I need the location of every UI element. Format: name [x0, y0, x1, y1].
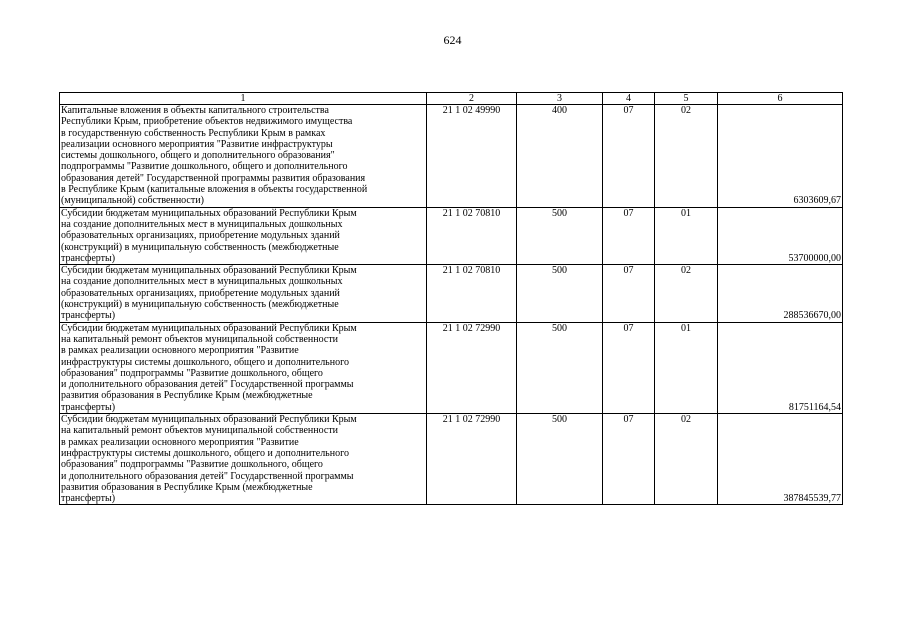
header-row	[60, 93, 843, 105]
row-expense-type: 500	[517, 414, 603, 505]
description-line: трансферты)	[61, 493, 116, 505]
row-expense-type: 500	[517, 207, 603, 264]
row-expense-type: 500	[517, 265, 603, 322]
row-code: 21 1 02 72990	[427, 322, 517, 413]
row-subsection: 01	[655, 207, 718, 264]
row-subsection: 01	[655, 322, 718, 413]
row-code: 21 1 02 70810	[427, 207, 517, 264]
header-col-5: 5	[655, 93, 718, 105]
description-line: (муниципальной) собственности)	[61, 195, 204, 207]
description-line: трансферты)	[61, 310, 116, 322]
row-subsection: 02	[655, 414, 718, 505]
row-section: 07	[603, 207, 655, 264]
row-amount: 387845539,77	[718, 414, 843, 505]
description-line: инфраструктуры системы дошкольного, общего и дополнительного	[61, 356, 349, 368]
row-code: 21 1 02 70810	[427, 265, 517, 322]
description-line: развития образования в Республике Крым (межбюджетные	[61, 390, 313, 402]
description-line: Республики Крым, приобретение объектов недвижимого имущества	[61, 116, 353, 128]
row-section: 07	[603, 414, 655, 505]
description-line: Субсидии бюджетам муниципальных образований Республики Крым	[61, 414, 357, 426]
description-line: образования" подпрограммы "Развитие дошкольного, общего	[61, 367, 323, 379]
description-line: на капитальный ремонт объектов муниципальной собственности	[61, 333, 339, 345]
row-code: 21 1 02 72990	[427, 414, 517, 505]
description-line: развития образования в Республике Крым (межбюджетные	[61, 481, 313, 493]
description-line: Субсидии бюджетам муниципальных образований Республики Крым	[61, 322, 357, 334]
header-col-2: 2	[427, 93, 517, 105]
row-description	[60, 265, 427, 322]
row-code: 21 1 02 49990	[427, 105, 517, 208]
description-line: Субсидии бюджетам муниципальных образований Республики Крым	[61, 265, 357, 277]
description-line: образования детей" Государственной программы развития образования	[61, 172, 366, 184]
row-amount: 81751164,54	[718, 322, 843, 413]
table-row	[60, 265, 843, 322]
header-col-1: 1	[60, 93, 427, 105]
description-line: и дополнительного образования детей" Государственной программы	[61, 470, 354, 482]
table-row	[60, 322, 843, 413]
row-section: 07	[603, 322, 655, 413]
row-section: 07	[603, 105, 655, 208]
description-line: Субсидии бюджетам муниципальных образований Республики Крым	[61, 207, 357, 219]
header-col-6: 6	[718, 93, 843, 105]
row-description	[60, 207, 427, 264]
description-line: на капитальный ремонт объектов муниципальной собственности	[61, 425, 339, 437]
row-subsection: 02	[655, 105, 718, 208]
table-row	[60, 207, 843, 264]
description-line: реализации основного мероприятия "Развитие инфраструктуры	[61, 138, 333, 150]
table-body	[60, 105, 843, 505]
row-description	[60, 322, 427, 413]
description-line: системы дошкольного, общего и дополнительного образования"	[61, 150, 335, 162]
description-line: и дополнительного образования детей" Государственной программы	[61, 379, 354, 391]
description-line: на создание дополнительных мест в муниципальных дошкольных	[61, 218, 343, 230]
description-line: трансферты)	[61, 252, 116, 264]
table-row	[60, 414, 843, 505]
description-line: на создание дополнительных мест в муниципальных дошкольных	[61, 276, 343, 288]
row-description	[60, 105, 427, 208]
row-section: 07	[603, 265, 655, 322]
description-line: инфраструктуры системы дошкольного, общего и дополнительного	[61, 447, 349, 459]
description-line: (конструкций) в муниципальную собственность (межбюджетные	[61, 299, 339, 311]
description-line: в Республике Крым (капитальные вложения в объекты государственной	[61, 184, 368, 196]
description-line: в рамках реализации основного мероприятия "Развитие	[61, 436, 299, 448]
description-line: образования" подпрограммы "Развитие дошкольного, общего	[61, 459, 323, 471]
row-amount: 53700000,00	[718, 207, 843, 264]
row-amount: 288536670,00	[718, 265, 843, 322]
description-line: Капитальные вложения в объекты капитального строительства	[61, 105, 329, 116]
description-line: трансферты)	[61, 401, 116, 413]
description-line: в рамках реализации основного мероприятия "Развитие	[61, 345, 299, 357]
budget-table	[59, 92, 843, 505]
description-line: образовательных организациях, приобретение модульных зданий	[61, 287, 340, 299]
page-number: 624	[443, 33, 462, 47]
description-line: образовательных организациях, приобретение модульных зданий	[61, 230, 340, 242]
description-line: в государственную собственность Республики Крым в рамках	[61, 127, 326, 139]
row-description	[60, 414, 427, 505]
description-line: подпрограммы "Развитие дошкольного, общего и дополнительного	[61, 161, 348, 173]
header-col-3: 3	[517, 93, 603, 105]
header-col-4: 4	[603, 93, 655, 105]
row-expense-type: 400	[517, 105, 603, 208]
table-row	[60, 105, 843, 208]
row-amount: 6303609,67	[718, 105, 843, 208]
row-expense-type: 500	[517, 322, 603, 413]
description-line: (конструкций) в муниципальную собственность (межбюджетные	[61, 241, 339, 253]
row-subsection: 02	[655, 265, 718, 322]
